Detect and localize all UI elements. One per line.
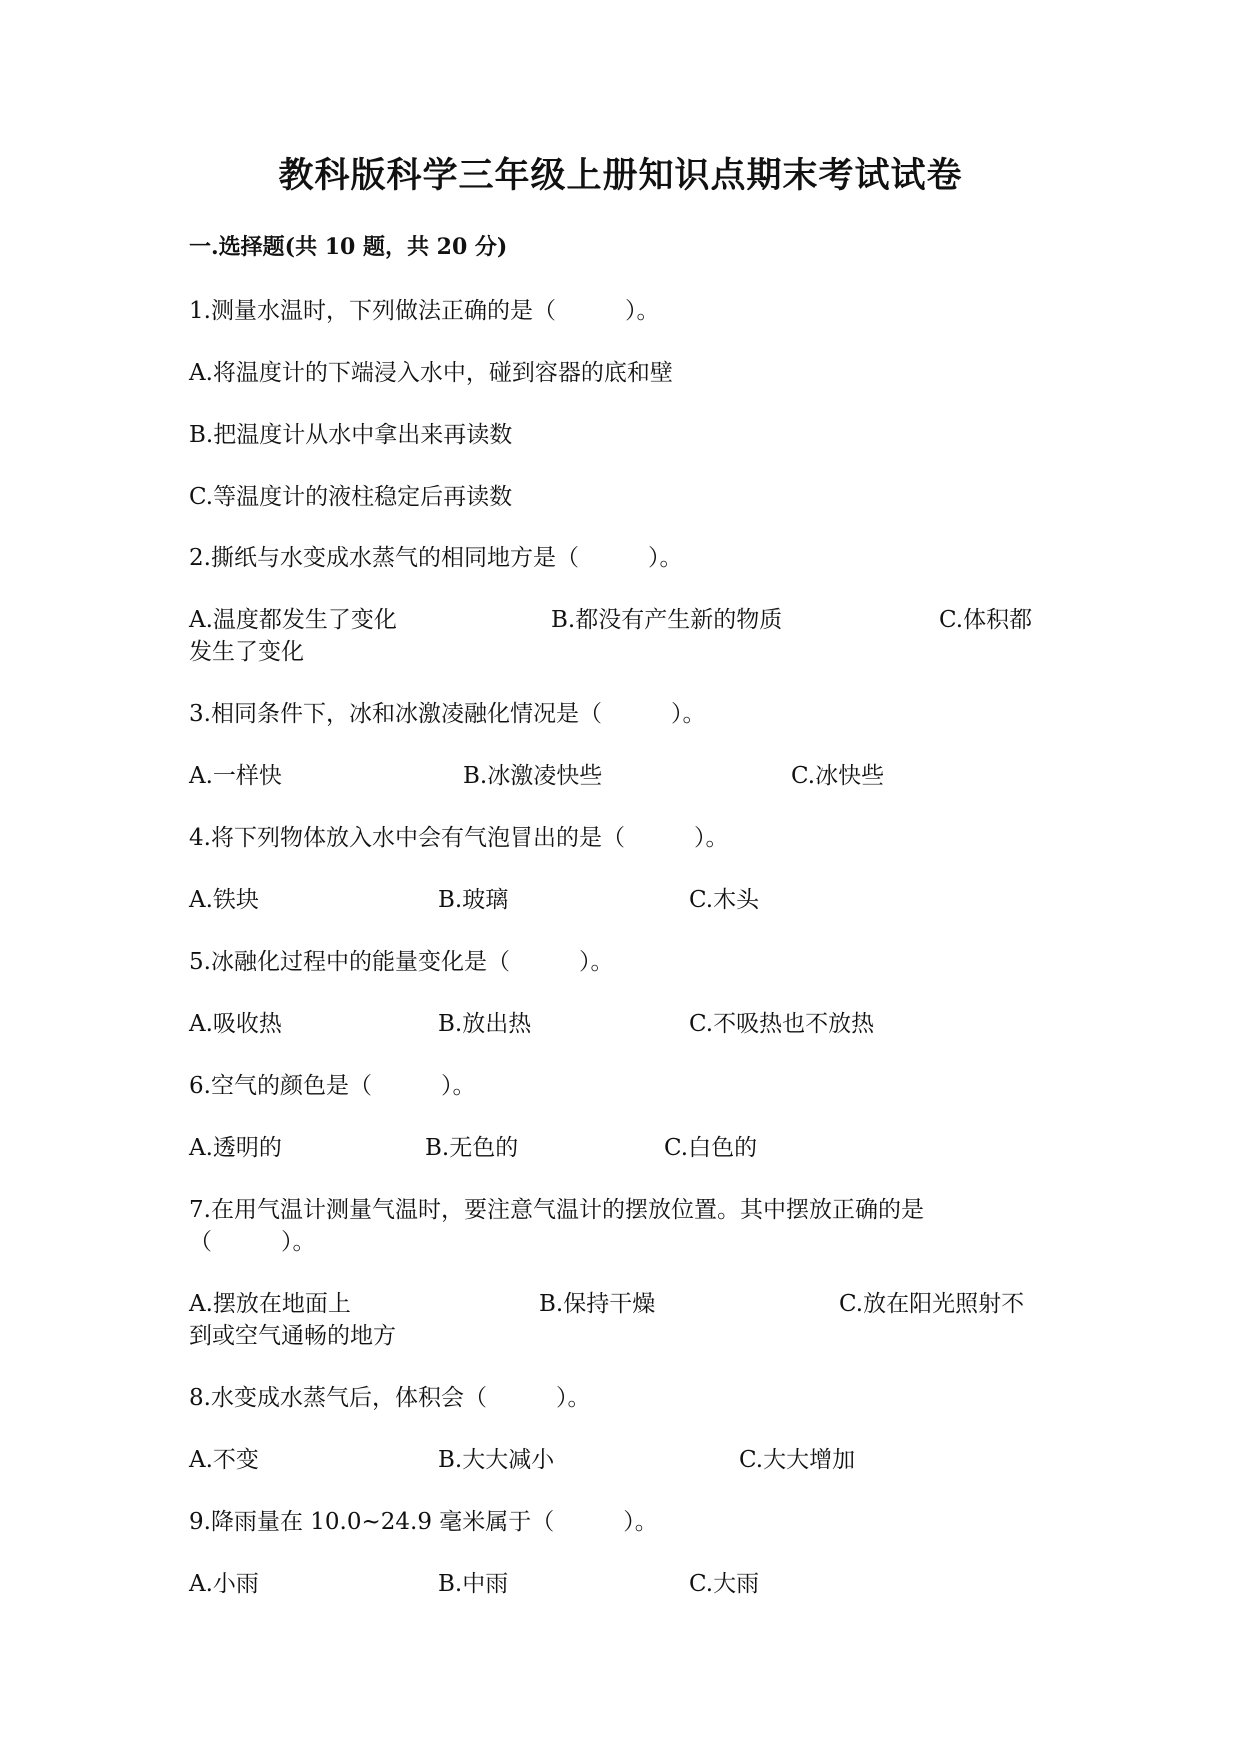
- question-9-option-b[interactable]: B.中雨: [438, 1571, 509, 1597]
- question-1-stem: 1.测量水温时，下列做法正确的是（ ）。: [189, 298, 660, 324]
- question-4-stem: 4.将下列物体放入水中会有气泡冒出的是（ ）。: [189, 825, 729, 851]
- question-2-option-c[interactable]: C.体积都: [939, 607, 1033, 633]
- question-8-option-a[interactable]: A.不变: [189, 1447, 259, 1473]
- section-heading: 一.选择题(共 10 题，共 20 分): [189, 234, 508, 260]
- question-1-option-a[interactable]: A.将温度计的下端浸入水中，碰到容器的底和壁: [189, 360, 673, 386]
- question-6-option-b[interactable]: B.无色的: [425, 1135, 519, 1161]
- question-6-stem: 6.空气的颜色是（ ）。: [189, 1073, 476, 1099]
- question-3-stem: 3.相同条件下，冰和冰激凌融化情况是（ ）。: [189, 701, 706, 727]
- question-5-stem: 5.冰融化过程中的能量变化是（ ）。: [189, 949, 614, 975]
- question-1-option-c[interactable]: C.等温度计的液柱稳定后再读数: [189, 484, 513, 510]
- question-3-option-b[interactable]: B.冰激凌快些: [463, 763, 603, 789]
- question-5-option-b[interactable]: B.放出热: [438, 1011, 532, 1037]
- question-5-option-c[interactable]: C.不吸热也不放热: [689, 1011, 875, 1037]
- question-2-stem: 2.撕纸与水变成水蒸气的相同地方是（ ）。: [189, 545, 683, 571]
- question-9-option-c[interactable]: C.大雨: [689, 1571, 760, 1597]
- question-8-stem: 8.水变成水蒸气后，体积会（ ）。: [189, 1385, 591, 1411]
- question-7-stem-continuation: （ ）。: [189, 1229, 316, 1255]
- question-9-stem: 9.降雨量在 10.0~24.9 毫米属于（ ）。: [189, 1509, 658, 1535]
- question-1-option-b[interactable]: B.把温度计从水中拿出来再读数: [189, 422, 513, 448]
- question-7-option-b[interactable]: B.保持干燥: [539, 1291, 656, 1317]
- question-7-option-c-continuation[interactable]: 到或空气通畅的地方: [189, 1323, 396, 1349]
- question-5-option-a[interactable]: A.吸收热: [189, 1011, 282, 1037]
- question-2-option-b[interactable]: B.都没有产生新的物质: [551, 607, 783, 633]
- question-2-option-c-continuation[interactable]: 发生了变化: [189, 639, 304, 665]
- question-8-option-c[interactable]: C.大大增加: [739, 1447, 856, 1473]
- question-7-option-c[interactable]: C.放在阳光照射不: [839, 1291, 1025, 1317]
- question-4-option-a[interactable]: A.铁块: [189, 887, 259, 913]
- question-3-option-a[interactable]: A.一样快: [189, 763, 282, 789]
- exam-title: 教科版科学三年级上册知识点期末考试试卷: [278, 155, 963, 196]
- question-7-stem: 7.在用气温计测量气温时，要注意气温计的摆放位置。其中摆放正确的是: [189, 1197, 924, 1223]
- question-6-option-c[interactable]: C.白色的: [664, 1135, 758, 1161]
- question-4-option-c[interactable]: C.木头: [689, 887, 760, 913]
- question-7-option-a[interactable]: A.摆放在地面上: [189, 1291, 351, 1317]
- question-2-option-a[interactable]: A.温度都发生了变化: [189, 607, 397, 633]
- question-3-option-c[interactable]: C.冰快些: [791, 763, 885, 789]
- question-4-option-b[interactable]: B.玻璃: [438, 887, 509, 913]
- question-9-option-a[interactable]: A.小雨: [189, 1571, 259, 1597]
- question-6-option-a[interactable]: A.透明的: [189, 1135, 282, 1161]
- question-8-option-b[interactable]: B.大大减小: [438, 1447, 555, 1473]
